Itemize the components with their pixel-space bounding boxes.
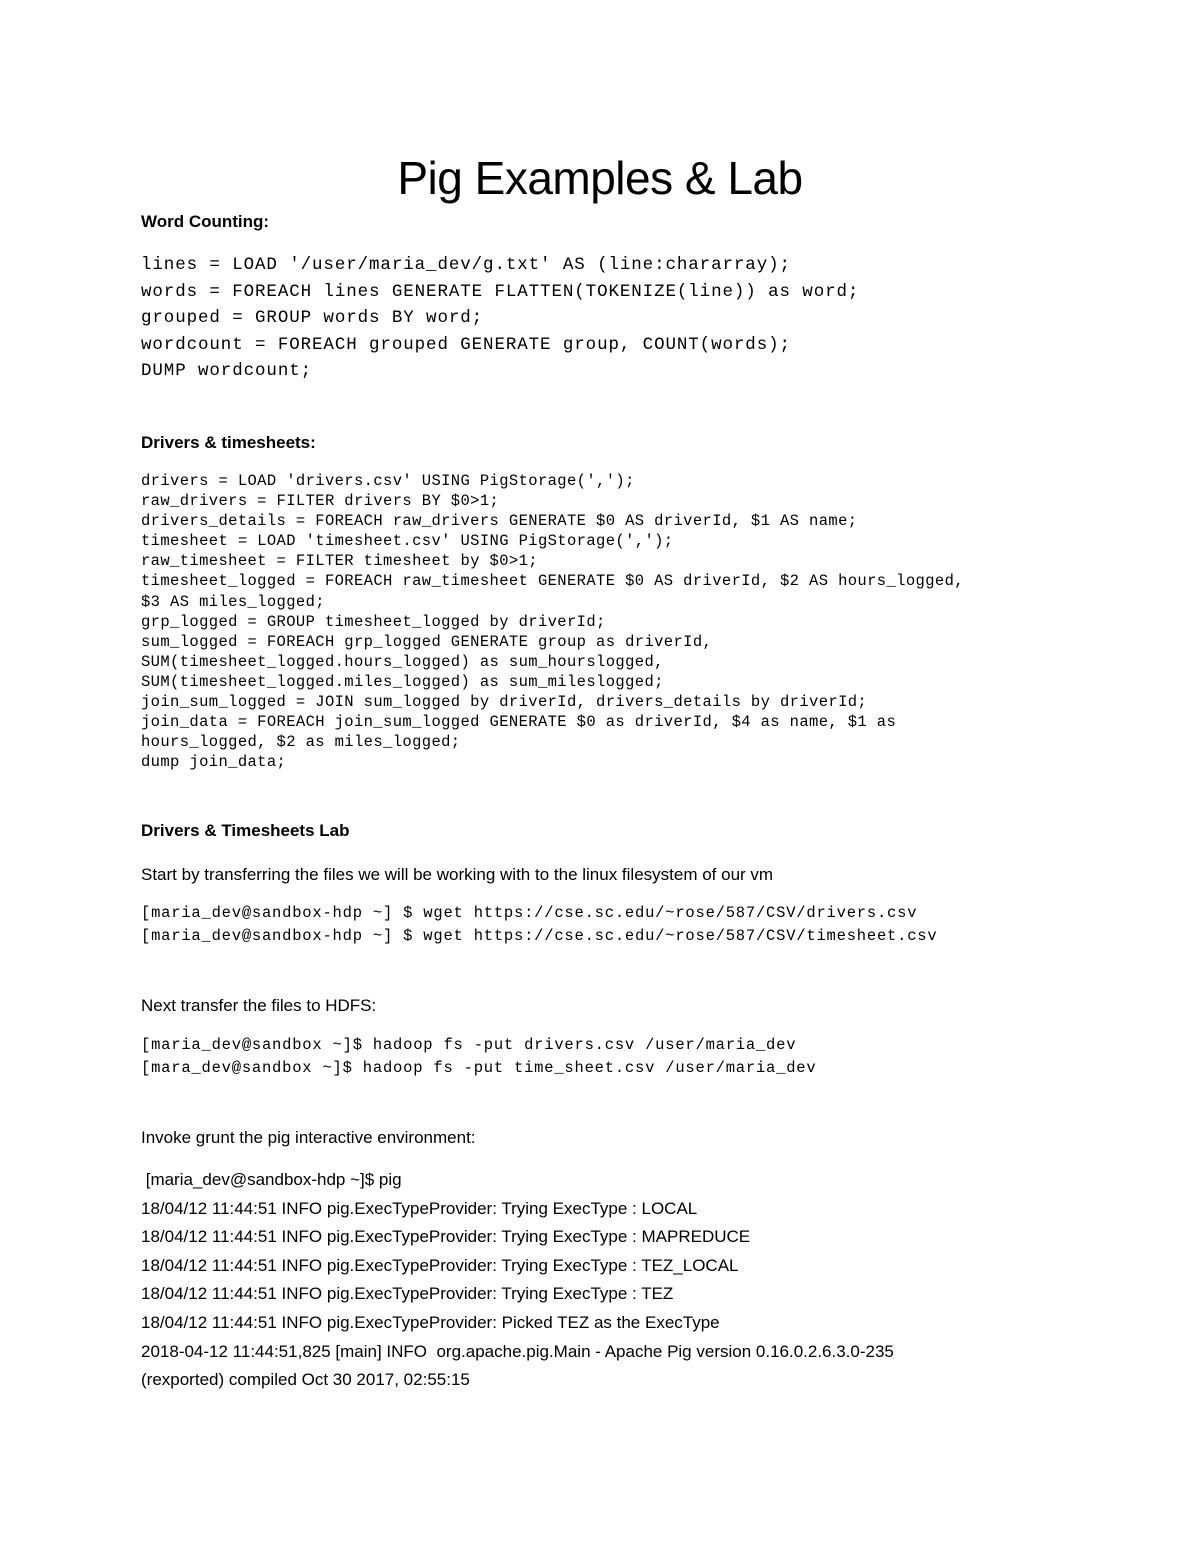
code-line: wordcount = FOREACH grouped GENERATE group, COUNT(words); (141, 334, 791, 355)
code-line: [mara_dev@sandbox ~]$ hadoop fs -put time_sheet.csv /user/maria_dev (141, 1059, 817, 1077)
log-line: 2018-04-12 11:44:51,825 [main] INFO org.apache.pig.Main - Apache Pig version 0.16.0.2.6.3.0-235 (141, 1341, 894, 1361)
grunt-intro-text: Invoke grunt the pig interactive environment: (141, 1128, 476, 1147)
code-line: join_data = FOREACH join_sum_logged GENERATE $0 as driverId, $4 as name, $1 as (141, 713, 897, 732)
drivers-timesheets-code (141, 471, 964, 772)
code-line: drivers = LOAD 'drivers.csv' USING PigStorage(','); (141, 472, 635, 490)
wget-code (141, 902, 937, 948)
hdfs-intro-text: Next transfer the files to HDFS: (141, 996, 377, 1015)
log-line: 18/04/12 11:44:51 INFO pig.ExecTypeProvider: Trying ExecType : TEZ_LOCAL (141, 1255, 739, 1275)
code-line: join_sum_logged = JOIN sum_logged by driverId, drivers_details by driverId; (141, 693, 868, 712)
code-line: raw_timesheet = FILTER timesheet by $0>1; (141, 552, 538, 571)
log-line: 18/04/12 11:44:51 INFO pig.ExecTypeProvider: Trying ExecType : LOCAL (141, 1198, 698, 1218)
log-line: 18/04/12 11:44:51 INFO pig.ExecTypeProvider: Picked TEZ as the ExecType (141, 1312, 720, 1332)
page-title: Pig Examples & Lab (397, 152, 803, 204)
grunt-log-output (141, 1166, 894, 1395)
drivers-timesheets-heading: Drivers & timesheets: (141, 433, 316, 452)
code-line: sum_logged = FOREACH grp_logged GENERATE group as driverId, (141, 632, 713, 651)
code-line: $3 AS miles_logged; (141, 592, 325, 611)
word-counting-code (141, 252, 859, 385)
code-line: DUMP wordcount; (141, 361, 313, 381)
code-line: dump join_data; (141, 753, 287, 772)
code-line: timesheet_logged = FOREACH raw_timesheet GENERATE $0 AS driverId, $2 AS hours_logged, (141, 572, 964, 591)
log-line: 18/04/12 11:44:51 INFO pig.ExecTypeProvider: Trying ExecType : TEZ (141, 1284, 674, 1304)
code-line: SUM(timesheet_logged.hours_logged) as sum_hourslogged, (141, 652, 664, 671)
code-line: lines = LOAD '/user/maria_dev/g.txt' AS (line:chararray); (141, 255, 791, 275)
code-line: [maria_dev@sandbox-hdp ~] $ wget https://cse.sc.edu/~rose/587/CSV/timesheet.csv (141, 927, 938, 945)
hdfs-code (141, 1034, 816, 1080)
code-line: grouped = GROUP words BY word; (141, 308, 484, 328)
code-line: raw_drivers = FILTER drivers BY $0>1; (141, 492, 500, 511)
code-line: timesheet = LOAD 'timesheet.csv' USING PigStorage(','); (141, 532, 674, 551)
lab-heading: Drivers & Timesheets Lab (141, 821, 350, 840)
code-line: drivers_details = FOREACH raw_drivers GENERATE $0 AS driverId, $1 AS name; (141, 512, 858, 531)
code-line: [maria_dev@sandbox-hdp ~] $ wget https://cse.sc.edu/~rose/587/CSV/drivers.csv (141, 904, 918, 922)
word-counting-heading: Word Counting: (141, 212, 270, 231)
log-line: [maria_dev@sandbox-hdp ~]$ pig (141, 1170, 402, 1189)
lab-intro-text: Start by transferring the files we will be working with to the linux filesystem of our vm (141, 865, 774, 884)
code-line: hours_logged, $2 as miles_logged; (141, 733, 461, 752)
code-line: [maria_dev@sandbox ~]$ hadoop fs -put drivers.csv /user/maria_dev (141, 1036, 797, 1054)
code-line: grp_logged = GROUP timesheet_logged by driverId; (141, 612, 606, 631)
log-line: (rexported) compiled Oct 30 2017, 02:55:15 (141, 1370, 470, 1390)
code-line: words = FOREACH lines GENERATE FLATTEN(TOKENIZE(line)) as word; (141, 281, 860, 302)
code-line: SUM(timesheet_logged.miles_logged) as sum_mileslogged; (141, 672, 664, 691)
log-line: 18/04/12 11:44:51 INFO pig.ExecTypeProvider: Trying ExecType : MAPREDUCE (141, 1227, 751, 1247)
